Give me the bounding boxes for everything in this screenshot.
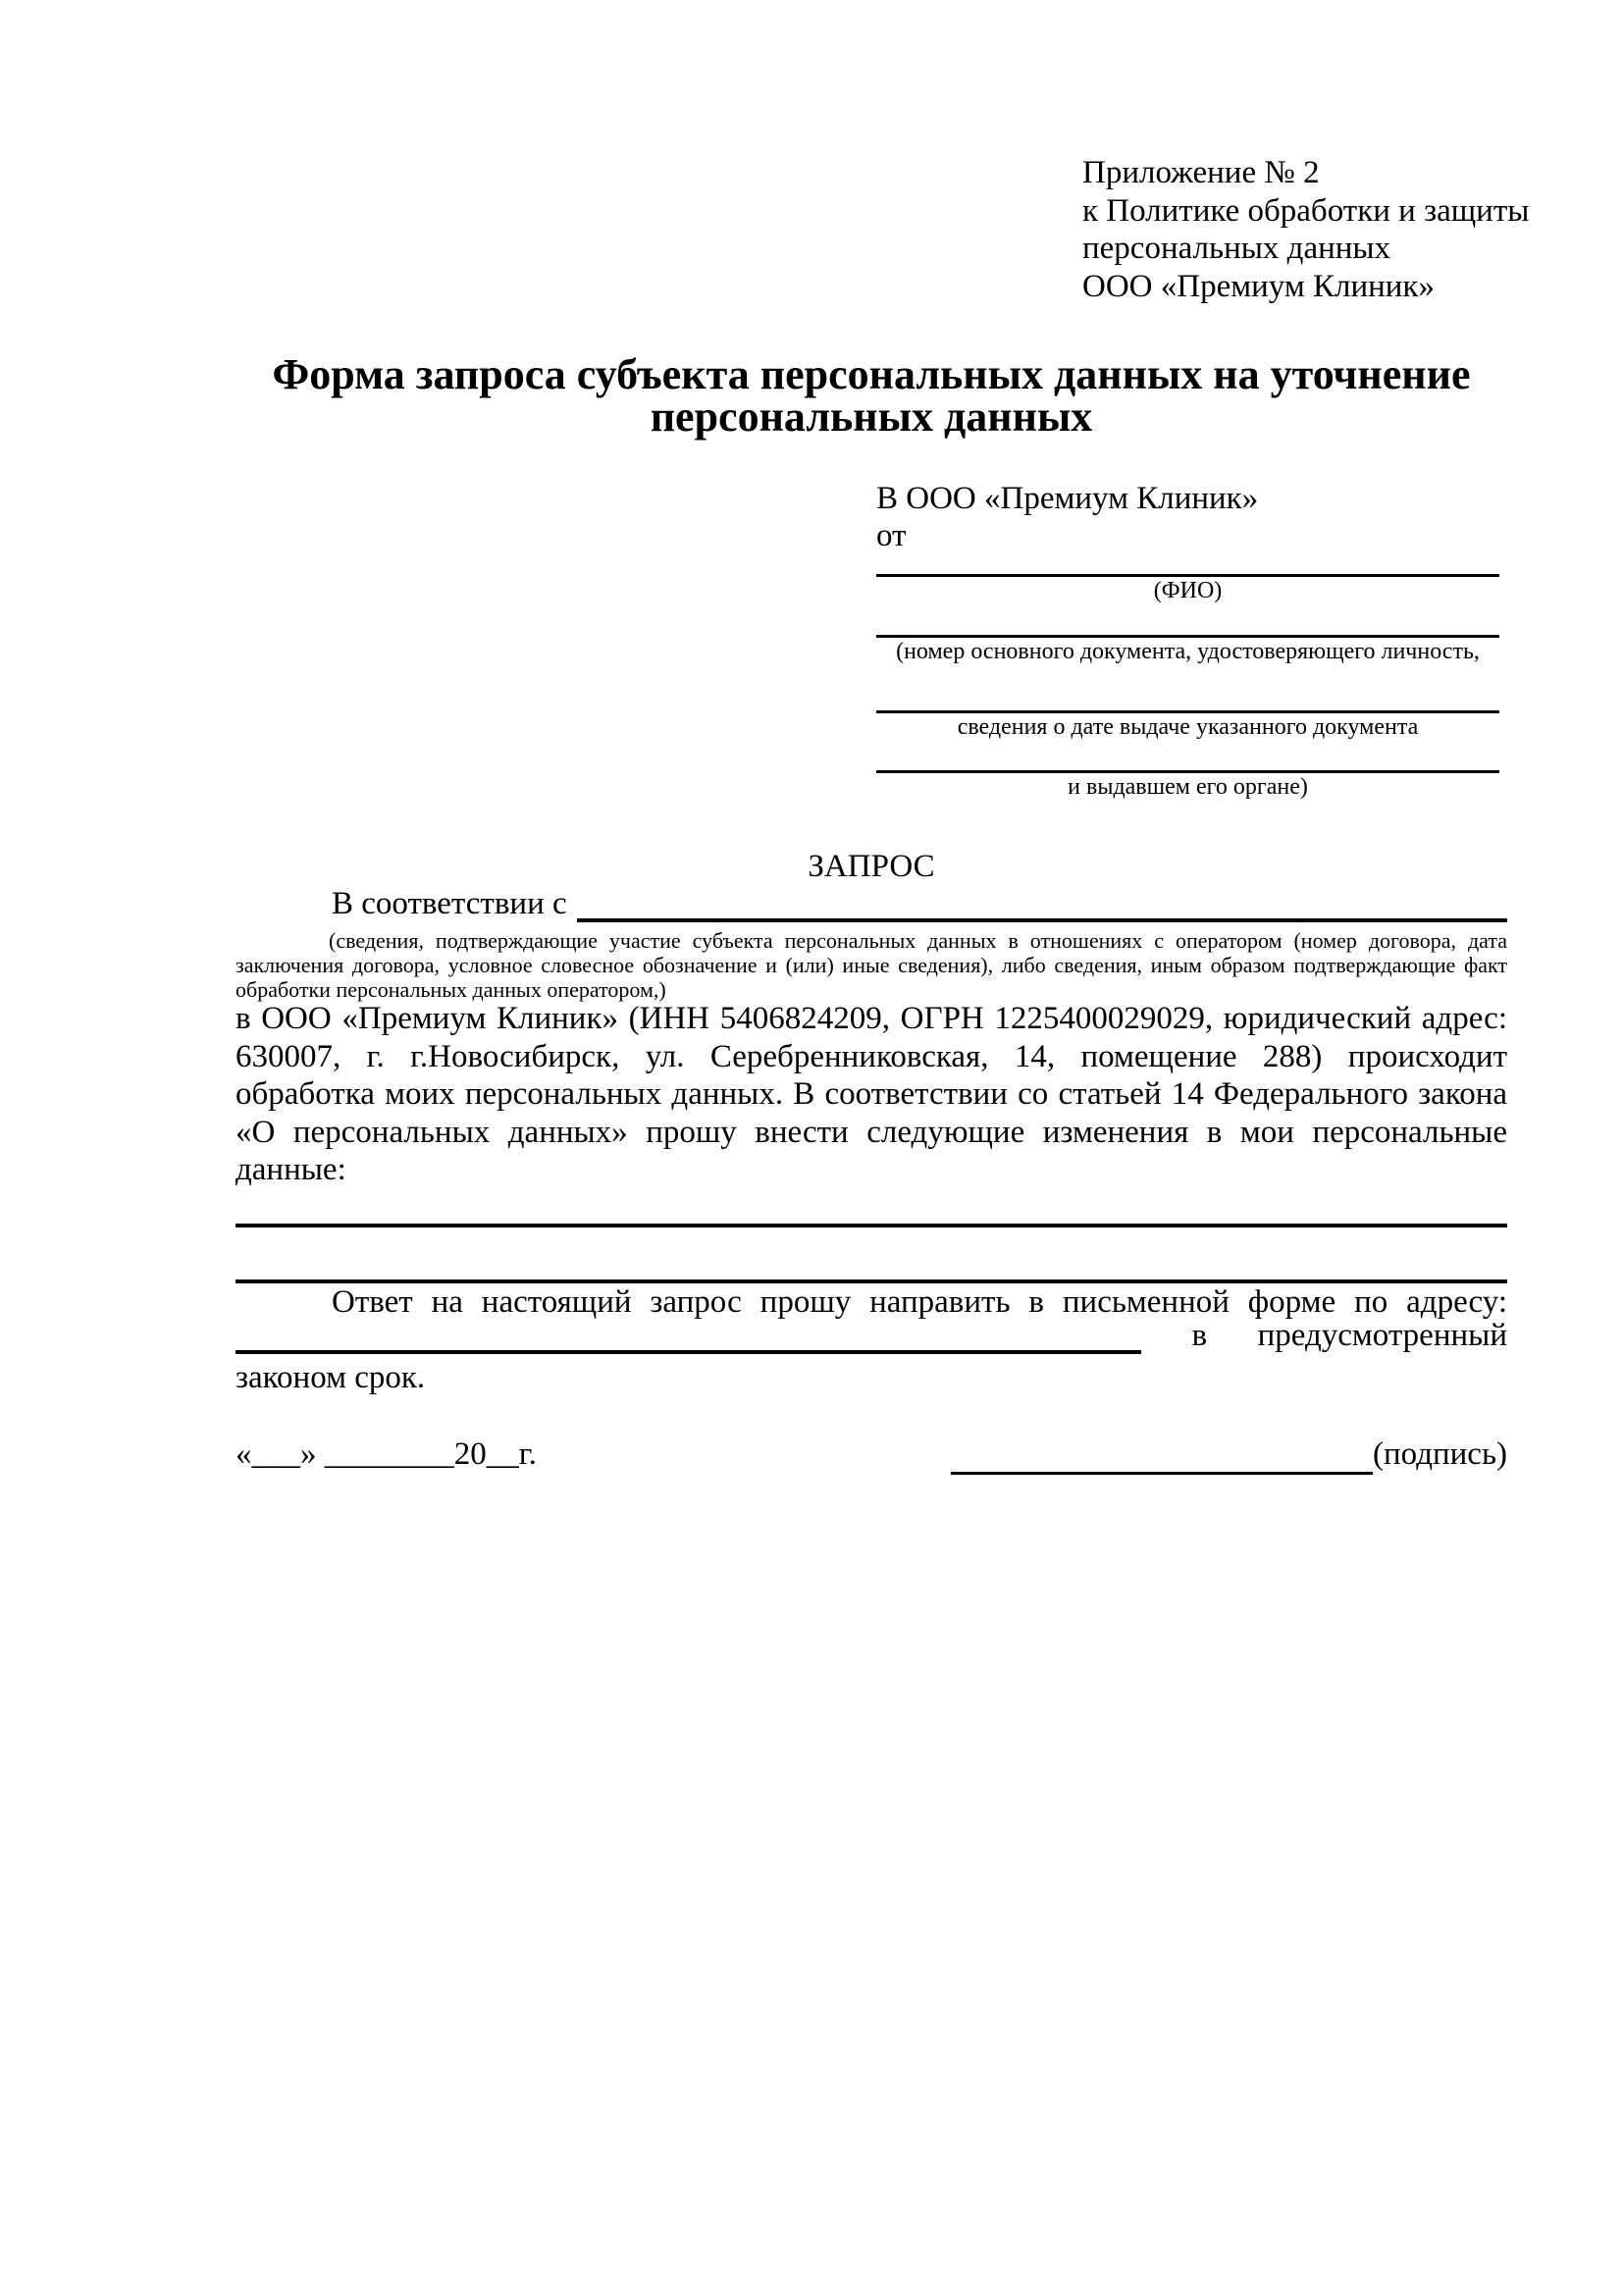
reply-paragraph: Ответ на настоящий запрос прошу направить в письменной форме по адресу: [332, 1284, 1507, 1320]
issue-org-caption: и выдавшем его органе) [1068, 774, 1308, 800]
document-title-line-2: персональных данных [650, 392, 1093, 441]
issue-date-caption: сведения о дате выдаче указанного документа [957, 714, 1419, 740]
signature-caption: (подпись) [1373, 1436, 1507, 1472]
header-note-line-4: ООО «Премиум Клиник» [1082, 268, 1435, 304]
reply-tail-word-1: в [1191, 1318, 1208, 1353]
reply-address-row [236, 1318, 1507, 1354]
intro-row [236, 886, 1507, 922]
doc-number-caption: (номер основного документа, удостоверяющего личность, [896, 639, 1480, 664]
request-body: в ООО «Премиум Клиник» (ИНН 5406824209, ОГРН 1225400029029, юридический адрес: 630007, г. г.Новосибирск, ул. Серебренниковская, 14, помещение 288) происходит обработка моих персональных данных. В соответствии со статьей 14 Федерального закона «О персональных данных» прошу внести следующие изменения в мои персональные данные: [236, 1001, 1507, 1187]
header-note [1082, 154, 1529, 305]
reply-tail-word-2: предусмотренный [1257, 1318, 1507, 1353]
document-title-line-1: Форма запроса субъекта персональных данных на уточнение [272, 350, 1471, 398]
signature-blank-line [951, 1435, 1373, 1475]
intro-prefix: В соответствии с [332, 886, 567, 921]
fio-blank-line [876, 574, 1499, 577]
issue-date-blank-line [876, 710, 1499, 713]
addressee-from-label: от [876, 518, 907, 553]
doc-number-blank-line [876, 635, 1499, 638]
reply-address-blank-line [236, 1318, 1141, 1354]
fio-caption: (ФИО) [1153, 578, 1223, 603]
addressee-to: В ООО «Премиум Клиник» [876, 481, 1259, 516]
document-title [236, 350, 1507, 441]
header-note-line-1: Приложение № 2 [1082, 155, 1320, 190]
signature-group [951, 1435, 1507, 1475]
header-note-line-2: к Политике обработки и защиты [1082, 192, 1530, 229]
date-blank: «___» ________20__г. [236, 1436, 537, 1472]
reply-end: законом срок. [236, 1360, 426, 1395]
issue-org-blank-line [876, 770, 1499, 773]
date-signature-row [236, 1435, 1507, 1475]
header-note-line-3: персональных данных [1082, 231, 1391, 266]
intro-blank-line [577, 886, 1507, 922]
changes-blank-line-1 [236, 1224, 1507, 1227]
request-heading: ЗАПРОС [808, 849, 935, 884]
intro-note: (сведения, подтверждающие участие субъекта персональных данных в отношениях с оператором (номер договора, дата заключения договора, условное словесное обозначение и (или) иные сведения), либо сведения, иным образом подтверждающие факт обработки персональных данных оператором,) [236, 928, 1507, 1002]
